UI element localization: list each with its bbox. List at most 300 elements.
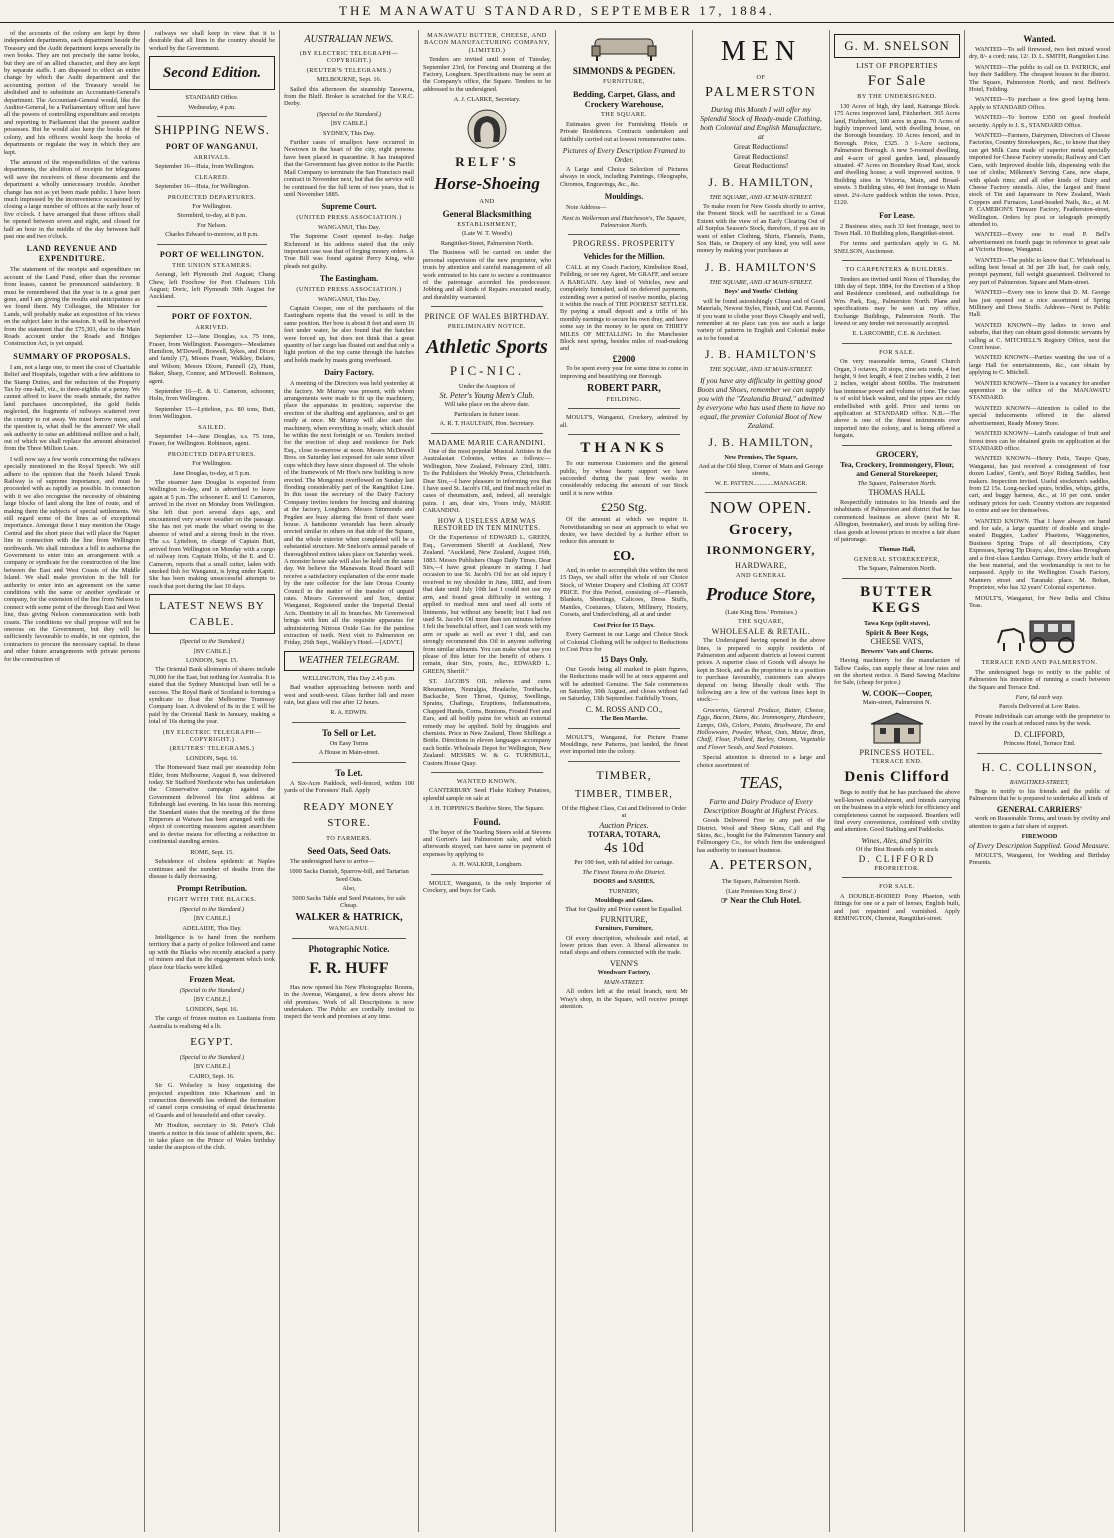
text: Bad weather approaching between north and west and south-west. Glass further fall and more rain, but glass will rise after 12 hours. [284, 684, 414, 707]
text: AND [479, 197, 495, 205]
classified: WANTED—The public to call on D. PATRICK, and buy their Saddlery. The cheapest houses in the district. The Square, Palmerston North, and next Belfree's Hotel, Feilding. [969, 63, 1110, 94]
text: ST. JACOB'S OIL relieves and cures Rheumatism, Neuralgia, Headache, Toothache, Backache, Sore Throat, Quinsy, Swellings, Sprains, Chafings, Eruptions, Inflammations, Chapped Hands, Corns, Bunions, Frosted Feet and Ears, and all bodily pains for which an external remedy may be applied. Sold by druggists and chemists. Price in New Zealand, Three Shillings a Bottle. Directions in eleven languages accompany each bottle. Wholesale Depot for Wellington, New Zealand: MESSRS W. & G. TURNBULL, Custom House Quay. [423, 678, 551, 767]
ad-heading: READY MONEY STORE. [303, 800, 395, 829]
classified: WANTED—Every one to know that D. M. George has just opened out a nice assortment of Spring Millinery and Dress Stuffs. Address—Next to Public Hall. [969, 289, 1110, 319]
dateline: CAIRO, Sept. 16. [189, 1072, 235, 1080]
ad-heading: TERRACE END AND PALMERSTON. [981, 659, 1098, 667]
text: The Bon Marche. [600, 715, 648, 723]
text: Thomas Hall, [878, 546, 916, 554]
text: Every Garment in our Large and Choice Stock of Colonial Clothing will be subject to Reductions to Cost Price for [560, 631, 688, 653]
text: D. CLIFFORD [858, 853, 936, 864]
column-rule [279, 30, 280, 1532]
classified: WANTED—To borrow £350 on good freehold security. Apply to J. S., STANDARD Office. [969, 114, 1110, 129]
text: Woodware Factory, [597, 969, 651, 977]
text: THE SQUARE. [600, 111, 648, 119]
ad-heading: FOR SALE. [879, 348, 915, 356]
ad-heading: Bedding, Carpet, Glass, and Crockery Warehouse, [572, 89, 676, 110]
column-rule [829, 30, 830, 1532]
text: HARDWARE, [735, 561, 787, 571]
text: TO FARMERS. [326, 834, 372, 842]
text: (BY ELECTRIC TELEGRAPH—COPYRIGHT.) [162, 728, 262, 743]
text: R. A. EDWIN. [330, 709, 368, 717]
text: To our numerous Customers and the general public, by whose hearty support we have succeeded during the past few weeks in considerably reducing the amount of our Stock until it is now within [560, 460, 688, 497]
dateline: ROME, Sept. 15. [190, 848, 234, 856]
subheading: PORT OF WANGANUI. [165, 142, 259, 152]
text: September 14—Jane Douglas, s.s. 75 tons, Fraser, for Wellington. Robinson, agent. [149, 433, 275, 448]
column-6 [697, 30, 825, 1535]
text: During this Month I will offer my Splendid Stock of Ready-made Clothing, both Colonial and English Manufacture, at [700, 105, 822, 142]
text: DOORS and SASHES, [593, 878, 655, 886]
column-5 [560, 30, 688, 1535]
text: A meeting of the Directors was held yesterday at the factory. Mr Murray was present, with whom arrangements were made to fit up the machinery, place the apparatus in position, supervise the erection of the shafting and appliances, and to get ready at once. Mr Murray will also start the machinery, when everything is ready, which should be within the next fortnight or so. Tenders invited for the erection of shop and residence for Park Esq., close to-morrow at noon. Messrs McDowell Bros. on Saturday last exposed for sale some silver cups which they have since disposed of. The whole of the framework of Mr Hoe's new building is now erected. The Mongonui overflowed on Sunday last flooding considerably part of the Rangitikei Line. In this issue the secretary of the Dairy Factory Company invites tenders for fencing and draining at the factory, Longburn. Messrs Simmonds and Pegden are busy altering the front of their ware house. A handsome verandah has been already erected similar to others on that side of the Square, and the whole exterior when completed will be a substantial structure. Mr Snelson's annual parade of thoroughbred entires takes place on Saturday week. A monster horse sale will also be held on the same day. We believe the Manawatu Road Board will receive a satisfactory explanation of the error made by the rate collector for the late Oroua County Council in the matter of the transfer of unpaid rates. Messrs Greenwood and Son, dentist Wanganui, Registered under the Imperial Dental Acts. Dentistry in all its branches. Mr Greenwood brings with him all the requisite apparatus for administering Nitrous Oxide Gas for the painless extraction of teeth. Next visit to Palmerston on Friday, 26th Sept., Walkley's Hotel.—[ADVT.] [284, 380, 414, 647]
text: RANGITIKEI-STREET, [1009, 778, 1070, 786]
text: If you have any difficulty in getting good Boots and Shoes, remember we can supply you with the "Zealandia Brand," admitted by everyone who has used them to have no equal, the premier Colonial Boot of New Zealand. [697, 375, 825, 430]
text: The Square, Palmerston North. [857, 480, 937, 488]
text: of Every Description Supplied. Good Measure. [969, 841, 1110, 851]
text: W. COOK—Cooper, [861, 688, 933, 698]
text: The Oriental Bank allotments of shares include 70,000 for the East, but nothing for Australia. It is stated that the Sydney Municipal loan will be a success. The Royal Bank of Scotland is forming a syndicate to float the Melbourne Tramway Company loan. A dividend of 8s in the £ will be paid by the Oriental Bank in January, making a total of 16s during the year. [149, 666, 275, 726]
text: The Finest Totara in the District. [582, 868, 666, 876]
text: W. E. PATTEN.............MANAGER. [714, 479, 808, 487]
column-4 [423, 30, 551, 1535]
ad-heading: Tea, Crockery, Ironmongery, Flour, and General Storekeeper, [840, 460, 954, 479]
text: MOULT'S, Wanganui, Crockery, admired by all. [560, 414, 688, 429]
label: CLEARED. [194, 173, 230, 181]
label: ARRIVALS. [193, 154, 231, 162]
text: September 12—Jane Douglas, s.s. 75 tons, Fraser, from Wellington. Passengers—Mesdames Hamilton, M'Dowell, Boswell, Sykes, and Dixon and family (7), Misses Fraser, Walkley, Belairs, and Wilson; Messrs Dixon, Pannell (2), Hunt, Baker, Sharp, Connor, and M'Dowell. Robinson, agent. [149, 333, 275, 385]
article-text: The statement of the receipts and expenditure on account of the Land Fund, other than the revenue from leases, cannot be pronounced satisfactory. It must be remembered that the year is in a great part gone, and I am giving the results and anticipations as we found them. My Colleague, the Minister for Lands, will probably make an exposition of his views on the subject later in the session. It will be observed from the statement that the £75,303, due to the Main Roads account under the Roads and Bridges Construction Act, is yet unpaid. [4, 266, 140, 348]
australian-news-heading: AUSTRALIAN NEWS. [304, 34, 394, 45]
ad-heading: Produce Store, [706, 583, 816, 604]
text: TERRACE END. [871, 758, 923, 765]
text: The Square, Palmerston North. [721, 878, 801, 886]
classified: WANTED KNOWN—By ladies in town and suburbs, that they can obtain good domestic servants by calling at C. MITCHELL'S Registry Office, next the Court house. [969, 321, 1110, 352]
column-rule [418, 30, 419, 1532]
amount: £250 Stg. [600, 500, 647, 515]
subheading: Prompt Retribution. [176, 884, 248, 894]
text: Wines, Ales, and Spirits [861, 835, 933, 845]
classified: WANTED—The public to know that C. Whitehead is selling best bread at 3d per 2lb loaf, for cash only, prompt payment, full weight guaranteed. Delivered to any part of Palmerston. Square and Main-street. [969, 256, 1110, 286]
text: TOTARA, TOTARA, [587, 830, 661, 839]
text: A. R. T. HAULTAIN, Hon. Secretary. [439, 420, 535, 428]
text: For terms and particulars apply to G. M. SNELSON, Auctioneer. [834, 240, 960, 255]
hotel-illustration [868, 711, 926, 745]
text: Under the Auspices of [458, 382, 516, 390]
text: For Wellington. [192, 203, 232, 211]
text: Respectfully intimates to his friends and the inhabitants of Palmerston and district that he has commenced business as above (next Mr R. Allington, bootmaker), and trusts by selling first-class goods at lowest prices to receive a fair share of patronage. [834, 498, 960, 543]
text: The Business will be carried on under the personal supervision of the new proprietor, who trusts by attention and careful management of all work entrusted to his care to secure a continuance of the patronage accorded his predecessor. Jobbing and all kinds of Repairs executed neatly, and durability warranted. [423, 249, 551, 301]
column-rule [555, 30, 556, 1532]
ad-heading: Denis Clifford [844, 769, 950, 786]
ad-heading: To Let. [335, 767, 363, 778]
text: Boys' and Youths' Clothing [724, 288, 798, 296]
text: Rangitikei-Street, Palmerston North. [440, 239, 534, 247]
section-heading: LAND REVENUE AND EXPENDITURE. [26, 244, 118, 264]
text: Of every description, wholesale and retail, at lower prices than ever. A liberal allowance to retail shops and others connected with the trade. [560, 934, 688, 957]
text: St. Peter's Young Men's Club. [439, 390, 535, 400]
text: MAIN-STREET. [603, 978, 645, 986]
article-text: of the accounts of the colony are kept by three independent departments, each department beside the Treasury and the Audit department keeps severally its own books. They are not precisely the same books, but they are of an allied character, and they are kept by separate staffs. I am disposed to effect an entire change by which the Audit department and the accounting portion of the Treasury would be abolished and to substitute an Accountant-General's department. The Accountant-General would, like the Auditor-General, be a Parliamentary officer and have all the powers of controlling expenditure and receipts and reporting to Parliament that the present auditor possesses. But he would also keep the books of the colony, and his officers would keep the books of departments or regulate the way in which they are kept. [4, 30, 140, 156]
text: Aorangi, left Plymouth 2nd August; Chang Chew, left Foochow for Port Chalmers 11th August; Doric, left Plymouth 30th August for Auckland. [149, 271, 275, 301]
ad-heading: Grocery, [729, 522, 793, 539]
text: A Six-Acre Paddock, well-fenced, within 100 yards of the Foresters' Hall. Apply [284, 779, 414, 795]
dateline: WANGANUI, This Day. [317, 295, 381, 303]
dateline: SYDNEY, This Day. [322, 129, 376, 137]
text: Great Reductions! [733, 161, 789, 171]
text: The undersigned have to arrive— [290, 857, 375, 865]
text: THE SQUARE, AND AT MAIN-STREET. [709, 193, 813, 201]
subheading: PORT OF FOXTON. [171, 311, 253, 321]
price: 4s 10d [604, 840, 644, 857]
text: Parcels Delivered at Low Rates. [999, 703, 1080, 711]
ad-heading: RELF'S [455, 153, 519, 169]
ad-heading: SIMMONDS & PEGDEN. [572, 66, 676, 76]
text: And at the Old Shop, Corner of Main and George streets, [698, 462, 824, 478]
classified: WANTED KNOWN—Parties wanting the use of a large Hall for entertainments, &c., can obtain by applying to C. Mitchell. [969, 354, 1110, 377]
text: A Large and Choice Selection of Pictures always in stock, including Paintings, Oleographs, Chromos, Engravings, &c., &c. [560, 166, 688, 188]
text: CANTERBURY Seed Fluke Kidney Potatoes, splendid sample on sale at [423, 787, 551, 802]
cable-box [149, 594, 275, 634]
text: Captain Cooper, one of the purchasers of the Eastingham reports that the vessel is still in the same position. Her bow is about 8 feet and stern 16 feet under water, he also found that the hatches were forced up, but does not think that a great quantity of her cargo has floated out and that only a light portion of the top came through the hatches and holds made by masts going overboard. [284, 304, 414, 364]
dateline: ADELAIDE, This Day. [182, 924, 242, 932]
label: ARRIVED. [195, 323, 229, 331]
text: Further cases of smallpox have occurred in Newtown in the heart of the city, eight persons have been placed in quarantine. It has transpired that the Government has given notice to the Pacific Mail Company to terminate the San Francisco mail contract in November next, but that the service will be continued for the full term of two years, that is until November 1885. [284, 139, 414, 198]
text: Has now opened his New Photographic Rooms, in the Avenue, Wanganui, a few doors above his old premises. Work of all Descriptions is now undertaken. The Public are cordially invited to inspect the work and premises at any time. [284, 983, 414, 1021]
ad-heading: General Blacksmithing [442, 209, 532, 220]
text: Of the amount at which we require it. Notwithstanding so near an approach to what we desire, we have decided by a further effort to reduce this amount to [560, 516, 688, 546]
text: C. M. ROSS AND CO., [585, 704, 663, 714]
column-8 [969, 30, 1110, 1535]
amount: £2000 [612, 353, 636, 364]
ad-heading: BUTTER KEGS [860, 583, 934, 616]
text: MOULT'S, Wanganui, for Picture Frame Mouldings, new Patterns, just landed, the finest ever imported into the colony. [560, 733, 688, 756]
text: Of the Highest Class, Cut and Delivered to Order at [561, 804, 687, 820]
coach-illustration [992, 613, 1088, 655]
text: (REUTER'S TELEGRAMS.) [306, 66, 392, 74]
text: Cost Price for 15 Days. [593, 621, 655, 629]
text: Special attention is directed to a large and choice assortment of [697, 754, 825, 769]
text: The buyer of the Yearling Steers sold at Stevens and Gorton's last Palmerston sale, and which afterwards strayed, can have same on payment of expenses by applying to [423, 828, 551, 858]
classified: WANTED KNOWN—Laird's catalogue of fruit and forest trees can be obtained gratis on application at the STANDARD office. [969, 430, 1110, 452]
text: Next to Wollerman and Hutcheson's, The Square, Palmerston North. [562, 214, 686, 230]
text: That for Quality and Price cannot be Equalled. [565, 906, 683, 914]
text: Farm and Dairy Produce of Every Description Bought at Highest Prices. [703, 797, 819, 816]
text: Charles Edward to-morrow, at 8 p.m. [165, 231, 259, 239]
classified: WANTED—Every one to read P. Bell's advertisement on fourth page in reference to great sale at Victoria House, Wanganui. [969, 231, 1110, 254]
classified: WANTED KNOWN—Henry Potts, Taupo Quay, Wanganui, has just received a consignment of four dozen Ladies', Gent's, and Boys' Riding Saddles, best makers. Inspection invited. Useful stockmen's saddles, from £2 15s. Long-necked spurs, bridles, whips, girths, cart, and buggy harness, &c., at 10 per cent. under ordinary prices for cash. Country visitors are requested to come and see for themselves. [969, 455, 1110, 515]
text: [BY CABLE.] [193, 915, 231, 923]
text: Of the Best Brands only in stock [855, 846, 939, 854]
text: Begs to notify to his friends and the public of Palmerston that he is prepared to undertake all kinds of [969, 787, 1110, 803]
text: PROPRIETOR. [874, 865, 920, 873]
text: (REUTERS' TELEGRAMS.) [169, 745, 255, 753]
text: September 16—E. & U. Cameron, schooner, Holts, from Wellington. [149, 387, 275, 403]
ad-heading: THOMAS HALL [868, 488, 926, 498]
subheading: EGYPT. [190, 1036, 234, 1048]
classified: WANTED—Farmers, Dairymen, Directors of Cheese Factories, Country Storekeepers, &c., to know that they can get Milk Cans made of superior metal specially imported for Cheese Factory utensils; Railway and Cart Cans, with Improved double lids, dispensing with the use of cloths; Milkmen's Serving Cans, new shape, with splash rims; and all other kinds of Dairy and Cheese Factory utensils. Also, the largest and finest stock of Tin and Japanware in New Zealand, Wash Coppers and Furnaces, Lead-headed Nails, &c., at M. P. CAMERON'S Tinware Factory, Featherston-street, Wellington. Orders by post or telegraph promptly attended to. [969, 132, 1110, 228]
text: Subsidence of cholera epidemic at Naples continues and the number of deaths from the disease is daily decreasing. [149, 858, 275, 880]
masthead: THE MANAWATU STANDARD, SEPTEMBER 17, 1884. [0, 0, 1114, 23]
subheading: PORT OF WELLINGTON. [159, 249, 265, 259]
text: (UNITED PRESS ASSOCIATION.) [296, 214, 402, 222]
text: Stormbird, to-day, at 8 p.m. [177, 212, 247, 220]
ad-heading: ROBERT PARR, [587, 382, 661, 394]
text: And, in order to accomplish this within the next 15 Days, we shall offer the whole of our Choice Stock, of Winter Drapery and Clothing AT COST PRICE. For this Period, consisting of—Flannels, Blankets, Sheetings, Calicoes, Dress Stuffs, Mantles, Costumes, Ulsters, Millinery, Hosiery, Corsets, and Underclothing, all at and under [560, 566, 688, 619]
text: 2 Business sites, each 33 feet frontage, next to Town Hall. 10 Building plots, Rangitikei-street. [834, 222, 960, 237]
text: All orders left at the retail branch, next Mr Wray's shop, in the Square, will receive prompt attention. [560, 988, 688, 1010]
text: GENERAL STOREKEEPER, [854, 555, 940, 563]
ad-heading: GROCERY, [876, 449, 918, 459]
dateline: LONDON, Sept. 16. [186, 1005, 238, 1013]
ad-heading: Horse-Shoeing [434, 173, 540, 193]
text: FURNITURE, [600, 914, 648, 924]
classified: WANTED—To purchase a few good laying hens. Apply to STANDARD Office. [969, 96, 1110, 111]
text: September 16—Huia, from Wellington. [155, 163, 255, 171]
text: The steamer Jane Douglas is expected from Wellington to-day, and is advertised to leave again at 5 p.m. The schooner E. and U. Cameron, arrived in the river on Monday from Wellington. She left that port several days ago, and encountered very severe weather on the passage. She has not yet made the wharf owing to the absence of wind and a strong fresh in the river. The s.s. Lyttelton, in charge of Captain Butt, arrived from Wellington on Monday with a cargo of railway iron. Captain Holts, of the E. and U. Cameron, reports that a small cutter, laden with smoked fish for Wanganui, is lying under Kapiti. She has been making unsuccessful attempts to reach that port during the last 10 days. [149, 479, 275, 590]
ad-heading: FOR SALE. [879, 883, 915, 891]
text: Having machinery for the manufacture of Tallow Casks, can supply these at low rates and on the shortest notice. A Band Sawing Machine for Sale, (cheap for price.) [834, 657, 960, 687]
article-text: I am, not a large one, to meet the cost of Charitable Relief and Hospitals, together with a few additions to the Stamp Duties, and the reduction of the Property Tax by one-half, viz., to three-eighths of a penny. We cannot afford to leave the roads unmade, the native land purchases uncompleted, the gold fields neglected, the fragments of railways scattered over the country to rot away. We must borrow more, and the question is, what shall be the amount? We shall ask authority to raise an additional million and a half, out of which we shall replace the amount abstracted from the Three Million Loan. [4, 363, 140, 453]
text: FURNITURE, [603, 78, 645, 85]
text: Note Address— [566, 204, 607, 212]
ad-heading: F. R. HUFF [309, 959, 389, 977]
label: PROJECTED DEPARTURES. [167, 450, 257, 458]
second-edition-box [149, 56, 275, 90]
text: One of the most popular Musical Artistes in the Australasian Colonies, writes as follows:— Wellington, New Zealand, February 23rd, 1881. To the Publishers the Weekly Press, Christchurch. Dear Sirs,—I have pleasure in informing you that I have used St. Jacob's Oil, and find much relief in cases of rheumatism, and, indeed, all neuralgic pains. I am, dear sirs, Yours truly, MARIE CARANDINI. [423, 447, 551, 515]
text: Princess Hotel, Terrace End. [1003, 740, 1076, 748]
ad-heading: A. PETERSON, [709, 858, 813, 874]
text: (Late W. T. Wood's) [461, 230, 513, 238]
text: (BY ELECTRIC TELEGRAPH—COPYRIGHT.) [299, 50, 399, 65]
text: Private individuals can arrange with the proprietor to travel by the coach at reduced rates by the week. [969, 712, 1110, 728]
text: The undersigned begs to notify to the public of Palmerston his intention of running a coach between the Square and Terrace End. [969, 668, 1110, 691]
pointing-hand-icon: ☞ [720, 895, 729, 905]
subheading: Supreme Court. [321, 202, 377, 212]
text: [BY CABLE.] [330, 120, 368, 128]
section-heading: SUMMARY OF PROPOSALS. [13, 351, 131, 361]
text: PRELIMINARY NOTICE. [447, 323, 527, 331]
text: Mouldings and Glass. [594, 897, 654, 905]
text: 15 Days Only. [600, 655, 648, 665]
text: (Late Premises King Bros'.) [725, 887, 797, 895]
text: Will take place on the above date. [444, 401, 530, 409]
ad-heading: MEN [720, 36, 802, 67]
text: AND GENERAL [735, 571, 787, 579]
shipping-heading: SHIPPING NEWS. [154, 122, 270, 138]
ad-heading: Photographic Notice. [308, 943, 390, 954]
text: Per 100 feet, with 6d added for cartage. [574, 859, 674, 867]
text: VENN'S [609, 958, 639, 968]
ad-heading: J. B. HAMILTON'S [704, 259, 818, 274]
text: Particulars in future issue. [454, 410, 520, 418]
text: September 16—Huia, for Wellington. [155, 183, 250, 191]
ad-heading: PIC-NIC. [449, 362, 525, 378]
text: Goods Delivered Free to any part of the District. Wool and Sheep Skins, Calf and Pig Skins, &c., bought for the Palmerston Tannery and Fellmongery Co., for which firm the undersigned has authority to transact business. [697, 817, 825, 854]
label: THE UNION STEAMERS. [172, 261, 252, 269]
ad-heading: NOW OPEN. [709, 498, 813, 518]
ad-heading: TIMBER, [596, 767, 652, 782]
snelson-box [834, 34, 960, 58]
text: [BY CABLE.] [193, 1063, 231, 1071]
text: For Wellington. [192, 460, 232, 468]
text: will be found astonishingly Cheap and of Good Materials, Newest Styles, Finish, and Cut. Parents, if you want to clothe your Boys Cheaply and well, remember at no place can you see such a large variety of patterns in English and Colonial make as to be found at [697, 297, 825, 342]
text: THE SQUARE, AND AT MAIN-STREET. [709, 278, 813, 286]
weather-box [284, 651, 414, 671]
ad-heading: MADAME MARIE CARANDINI. [428, 437, 546, 447]
text: (Special to the Standard.) [179, 905, 245, 913]
text: Tawa Kegs (split staves), [864, 619, 930, 627]
column-rule [964, 30, 965, 1532]
text: 5000 Sacks Table and Seed Potatoes, for sale Cheap. [292, 894, 406, 909]
ad-heading: WALKER & HATRICK, [295, 912, 403, 924]
text: FIREWOOD [1021, 832, 1058, 840]
text: Great Reductions! [733, 151, 789, 161]
column-7 [834, 30, 960, 1535]
text: ESTABLISHMENT, [457, 221, 517, 229]
sofa-illustration [589, 34, 659, 62]
text: (Special to the Standard.) [316, 110, 382, 118]
text: The cargo of frozen mutton ex Lusitania from Australia is realising 4d a lb. [149, 1015, 275, 1030]
text: [BY CABLE.] [193, 647, 231, 655]
text: New Premises, The Square, [724, 453, 798, 461]
text: Spirit & Beer Kegs, [865, 627, 929, 637]
text: Pictures of Every Description Framed to Order. [562, 146, 686, 165]
text: To make room for New Goods shortly to arrive, the Present Stock will be sacrificed to a Great Extent with the view of an Early Clearing Out of all Surplus Season's Stock, therefore, if you are in want of either Clothing, Shirts, Flannels, Pants, Sox Hats, or Drapery of any kind, you will save money by making your purchases at [697, 203, 825, 255]
dateline: MELBOURNE, Sept. 16. [316, 76, 382, 84]
ad-heading: Athletic Sports [426, 335, 548, 358]
text: Groceries, General Produce, Butter, Cheese, Eggs, Bacon, Hams, &c. Ironmongery, Hardware, Lamps, Oils, Colors, Potato, Brushware, Tin and Hollowware, Powder, Wheat, Oats, Maize, Bran, Chaff, Flour, Pollard, Barley, Onions, Vegetable and Flower Seeds, and Seed Potatoes. [697, 706, 825, 751]
text: BY THE UNDERSIGNED. [857, 93, 937, 101]
text: Also, [342, 885, 356, 893]
text: THE SQUARE, AND AT MAIN-STREET. [709, 366, 813, 374]
text: The Homeward Suez mail per steamship John Elder, from Melbourne, August 8, was delivered today. Sir Stafford Northcote who has undertaken the Conservative campaign against the Government delivered his first address at Edinburgh last evening. In his issue this morning the Standard states that the meeting of the three Emperors at Warsaw has been arranged with the object of concerting measures against anarchism and to devise means for effecting a reduction in continental standing armies. [149, 764, 275, 846]
classified: WANTED—To sell firewood, two feet mixed wood dry, 8/- a cord; rata, 12/. D. L. SMITH, Rangitikei Line. [969, 46, 1110, 61]
text: FIGHT WITH THE BLACKS. [167, 896, 257, 904]
text: A House in Main-street. [318, 749, 380, 757]
ad-heading: J. B. HAMILTON, [708, 174, 814, 189]
ad-heading: TIMBER, TIMBER, [575, 788, 673, 800]
ad-heading: PALMERSTON [705, 85, 817, 101]
ad-heading: IRONMONGERY, [706, 543, 816, 558]
text: OF [756, 74, 766, 81]
dateline: LONDON, Sept. 16. [186, 754, 238, 762]
text: J. H. TOPPING'S Beehive Store, The Square. [429, 805, 545, 813]
text: FEILDING. [606, 395, 642, 403]
text: Mr Houlton, secretary to St. Peter's Club inserts a notice in this issue of athletic sports, &c. to take place on the Prince of Wales birthday under the auspices of the club. [149, 1122, 275, 1152]
text: (Late King Bros.' Premises.) [725, 608, 797, 616]
text: TURNERY, [608, 887, 640, 895]
ad-heading: For Sale [867, 73, 927, 90]
text: Great Reductions! [733, 142, 789, 152]
ad-heading: J. B. HAMILTON, [708, 434, 814, 449]
dateline: WELLINGTON, This Day 2.45 p.m. [302, 674, 396, 682]
text: Estimates given for Furnishing Hotels or Private Residences. Contracts undertaken and faithfully carried out at lowest remunerative rates. [560, 120, 688, 143]
text: MOULT, Wanganui, is the only Importer of Crockery, and buys for Cash. [423, 879, 551, 895]
dateline: WANGANUI, This Day. [317, 223, 381, 231]
column-2 [149, 30, 275, 1535]
ad-heading: PRINCESS HOTEL. [859, 747, 935, 757]
text: The Supreme Court opened to-day. Judge Richmond in his address stated that the only important case was that of forging money orders. A True Bill was found against Percy King, who pleads not guilty. [284, 233, 414, 270]
office-line: STANDARD Office. [185, 94, 239, 102]
ad-heading: To Sell or Let. [321, 727, 376, 738]
text: September 15—Lyttelton, p.s. 80 tons, Butt, from Wellington. [149, 405, 275, 421]
text: CALL at my Coach Factory, Kimbolton Road, Feilding, or see my Agent, Mr GRAFF, and secure A BARGAIN. Any kind of Vehicles, new and completely furnished, sold on deferred payments, extending over a period of twelve months, placing it within the reach of THE POOREST SETTLER. By paying a small deposit and a trifle of his monthly earnings to secure his own dray, and have some say in the money to be spent on THIRTY MILES OF METALLING In the Manchester Block next spring, besides miles of road-making and [560, 263, 688, 353]
column-3 [284, 30, 414, 1535]
ad-heading: HOW A USELESS ARM WAS RESTORED IN TEN MINUTES. [433, 516, 541, 533]
text: (Special to the Standard.) [179, 1054, 245, 1061]
text: Sir G. Wolseley is busy organising the projected expedition into Khartoum and in connection therewith has ordered the formation of camel corps consisting of equal detachments of Guards and of household and other cavalry. [149, 1082, 275, 1119]
text: Or the Experience of EDWARD L. GREEN, Esq., Government Sheriff at Auckland, New Zealand. "Auckland, New Zealand, August 16th, 1883. Messrs Publishers Otago Daily Times. Dear Sirs,—I have great pleasure in stating I had occasion to use St. Jacob's Oil for an old injury I received to my shoulder in June, 1882, and from that date until July 10th last I could not use my arm, and found great difficulty in writing. I applied to medical men and used all sorts of liniments, but without any benefit; but I had not used St. Jacob's Oil more than ten minutes before I felt the beneficial effect, and I can work with my arm or spade as well as ever I did, and can strongly recommend this Oil to anyone suffering from similar ailments. You can make what use you please of this letter for the benefit of others. I remain, dear Sirs, yours, &c., EDWARD L. GREEN, Sheriff." [423, 534, 551, 675]
second-edition-title: Second Edition. [162, 65, 262, 82]
classified: WANTED KNOWN—Attention is called to the special inducements offered in the altered advertisement, Ready Money Store. [969, 404, 1110, 427]
text: Brewers' Vats and Churns. [860, 647, 934, 655]
ad-heading: Mouldings. [604, 192, 644, 202]
text: Our Goods being all marked in plain figures, the Reductions made will be at once apparent and will be admitted Genuine. The Sale commences on Saturday, 30th August, and closes without fail on Saturday, 13th September. Faithfully Yours, [560, 665, 688, 703]
column-1 [4, 30, 140, 1535]
ad-heading: PRINCE OF WALES BIRTHDAY. [424, 312, 550, 322]
classified: WANTED KNOWN—There is a vacancy for another apprentice in the office of the MANAWATU STANDARD. [969, 379, 1110, 402]
ad-heading: Found. [473, 816, 501, 827]
amount: £O. [613, 548, 635, 564]
ad-heading: J. B. HAMILTON'S [704, 347, 818, 362]
text: Intelligence is to hand from the northern territory that a party of police followed and came up with the Blacks who recently attacked a party of miners and that in the engagement which took place four blacks were killed. [149, 933, 275, 971]
text: LIST OF PROPERTIES [856, 61, 938, 70]
text: D. CLIFFORD, [1014, 729, 1065, 739]
classified: MOULT'S, Wanganui, for New India and China Teas. [969, 594, 1110, 610]
ad-heading: THANKS [580, 440, 668, 457]
text: Furniture, Furniture, [595, 925, 653, 933]
article-text: I will now say a few words concerning the railways specially mentioned in the Royal Speech. We still adhere to the opinion that the North Island Trunk Railway is of supreme importance, and must be proceeded with as rapidly as possible. In connection with it we also recognise the necessity of obtaining large blocks of land along the line of route, and of making them the subjects of special settlements. We still regard some of the lines as of exceptional importance. Amongst these I may mention the Otago Central and the short piece that will place the Napier line in connection with the line from Wellington northwards. We shall introduce a bill to authorise the Government to enter into an arrangement with a company or syndicate for the construction of the line between the East and West Coasts of the Middle Island. We shall make provision in the bill for authority to enter into an agreement on the same conditions with the same or another syndicate or company, for the extension of the line from Nelson to connect with some point of the through East and West line, thus giving Nelson communication with both coasts. The conditions we shall propose will not be onerous on the Government, but they will be sufficiently favourable to enable, in our opinion, the contractors to procure the necessary capital. In these and other future arrangements with private persons for the construction of [4, 455, 140, 663]
ad-heading: PROGRESS. PROSPERITY [572, 239, 676, 249]
text: 1000 Sacks Danish, Sparrow-bill, and Tartarian Seed Oats. [289, 868, 409, 883]
text: CHEESE VATS, [870, 637, 924, 647]
ad-heading: WANTED KNOWN. [456, 778, 518, 786]
text: The Undersigned having opened in the above lines, is prepared to supply residents of Palmerston and adjacent districts at lowest current prices. A superior class of Goods will always be kept in Stock, and as the proprietor is in a position to purchase favourably, customers can always depend on being liberally dealt with. The following are a few of the various lines kept in stock:— [697, 637, 825, 704]
text: Fare, 6d each way. [1015, 694, 1064, 702]
text: To be spent every year for some time to come in improving and beautifying our Borough. [560, 365, 688, 380]
label: SAILED. [198, 423, 226, 431]
text: work on Reasonable Terms, and trusts by civility and attention to gain a fair share of support. [969, 815, 1110, 830]
ad-heading: TEAS, [739, 773, 783, 793]
ad-heading: MANAWATU BUTTER, CHEESE, AND BACON MANUFACTURING COMPANY, (LIMITED.) [424, 32, 550, 54]
ad-heading: H. C. COLLINSON, [981, 759, 1098, 774]
subheading: The Eastingham. [319, 274, 379, 284]
text: 130 Acres of high, dry land, Kairanga Block. 175 Acres improved land, Fitzherbert. 365 Acres land, Fitzherbert, 100 acres in grass. 70 Acres of highly improved land, with dwelling house, on the Borough boundary. 10 Acres fenced, and in Borough. Price, £325. 3 1-Acre sections, Palmerston Borough. A new 5-roomed dwelling, and 4-acre of good garden land, pleasantly situated. 47 Acres on Boundary Road East, stock and dwelling house; a well improved section. 9 Building sites in Victoria, Main, and Broad-streets. 3 Building sites, 40 feet frontage to Main street. 2¼-Acre paddock within the town. Price, £120. [834, 102, 960, 207]
text: THE SQUARE, [737, 618, 785, 626]
article-text: railways we shall keep in view that it is desirable that all lines in the country should be worked by the Government. [149, 30, 275, 52]
text: GENERAL CARRIERS' [996, 804, 1083, 814]
text: On Easy Terms [329, 739, 369, 747]
text: WHOLESALE & RETAIL. [711, 626, 811, 636]
text: (Special to the Standard.) [179, 638, 245, 646]
text: For Nelson. [197, 221, 227, 229]
text: [BY CABLE.] [193, 996, 231, 1004]
subheading: Dairy Factory. [324, 368, 374, 378]
text: E. LARCOMBE, C.E. & Architect. [852, 330, 942, 338]
text: Tenders are invited until Noon of Thursday, the 18th day of Sept. 1884, for the Erection of a Shop and Residence combined, and outbuildings for Wm. Park, Esq., Palmerston North. Plans and specifications may be seen at my office, Exchange Buildings, Palmerston North. The lowest or any tender not necessarily accepted. [834, 275, 960, 327]
text: (UNITED PRESS ASSOCIATION.) [296, 286, 402, 294]
latest-news-heading: LATEST NEWS BY CABLE. [159, 600, 265, 629]
text: Begs to notify that he has purchased the above well-known establishment, and intends carrying on the business in a style which for efficiency and completeness cannot be surpassed. Boarders will find every convenience, combined with civility and attention. Good Stabling and Paddocks. [834, 789, 960, 834]
text: Main-street, Palmerston N. [862, 699, 932, 707]
label: PROJECTED DEPARTURES. [167, 193, 257, 201]
text: A DOUBLE-BODIED Pony Phaeton, with fittings for one or a pair of horses, English built, and just repainted and varnished. Apply REMINGTON, Chemist, Rangitikei-street. [834, 892, 960, 923]
text: WANGANUI. [328, 925, 370, 933]
text: ☞ Near the Club Hotel. [720, 895, 802, 905]
horseshoe-illustration [460, 108, 514, 150]
subheading: Frozen Meat. [189, 974, 235, 984]
text: A. J. CLARKE, Secretary. [453, 96, 521, 104]
